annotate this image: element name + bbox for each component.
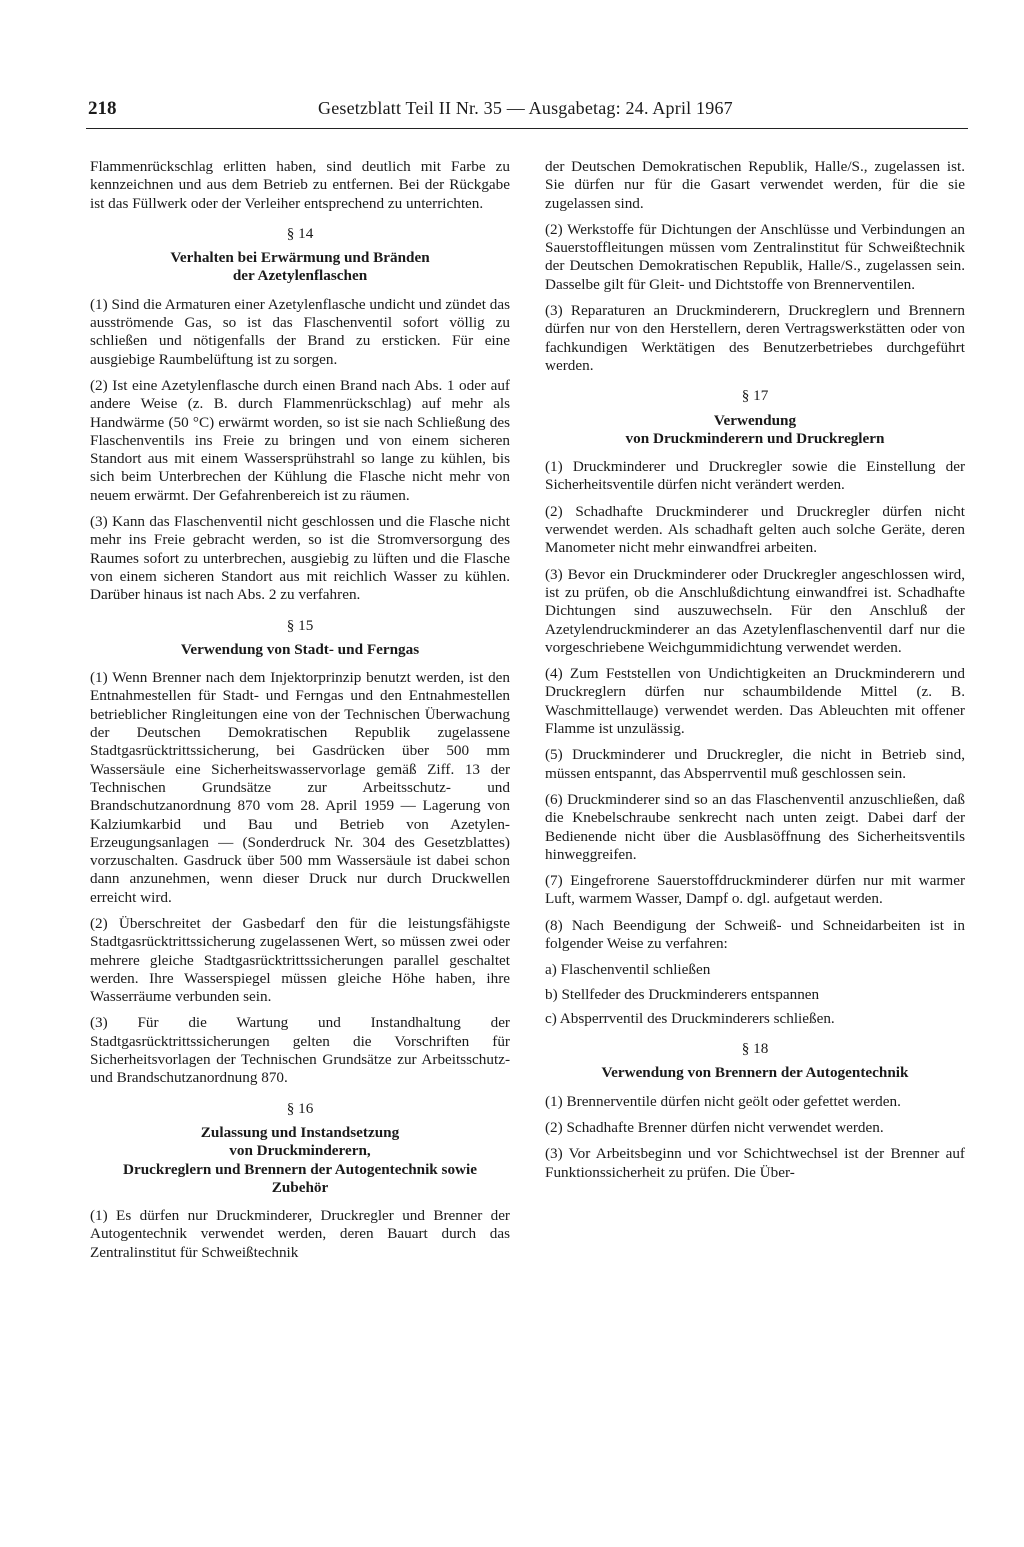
- section-number: § 18: [741, 1040, 769, 1058]
- heading-line: Zulassung und Instandsetzung: [200, 1123, 400, 1141]
- list-item: c) Absperrventil des Druckminderers schließen.: [545, 1009, 835, 1027]
- paragraph: (3) Für die Wartung und Instandhaltung der Stadtgasrücktrittssicherungen gelten die Vorschriften für Sicherheitsvorlagen der Technischen Grundsätze zur Arbeitsschutz- und Brandschutzanordnung 870.: [90, 1014, 510, 1087]
- section-number: § 16: [286, 1099, 314, 1117]
- paragraph: (6) Druckminderer sind so an das Flaschenventil anzuschließen, daß die Knebelschraube senkrecht nach unten zeigt. Dabei darf der Bedienende nicht über die Ausblasöffnung des Sicherheitsventils hinweggreifen.: [545, 790, 965, 863]
- page-header: [86, 98, 968, 129]
- section-heading: [545, 412, 965, 449]
- heading-line: Zubehör: [271, 1178, 329, 1196]
- paragraph: (1) Es dürfen nur Druckminderer, Druckregler und Brenner der Autogentechnik verwendet werden, deren Bauart durch das Zentralinstitut für Schweißtechnik: [90, 1207, 510, 1261]
- paragraph: (7) Eingefrorene Sauerstoffdruckminderer dürfen nur mit warmer Luft, warmem Wasser, Dampf o. dgl. aufgetaut werden.: [545, 872, 965, 908]
- heading-line: der Azetylenflaschen: [232, 267, 368, 285]
- paragraph: (3) Kann das Flaschenventil nicht geschlossen und die Flasche nicht mehr ins Freie gebracht werden, so ist die Stromversorgung des Raumes sofort zu unterbrechen, ausgiebig zu lüften und die Flasche von einem sicheren Standort aus mit reichlich Wasser zu kühlen. Darüber hinaus ist nach Abs. 2 zu verfahren.: [90, 513, 510, 604]
- section-number: § 14: [286, 224, 314, 242]
- paragraph: (8) Nach Beendigung der Schweiß- und Schneidarbeiten ist in folgender Weise zu verfahren:: [545, 916, 965, 952]
- heading-line: Verwendung von Stadt- und Ferngas: [180, 640, 420, 658]
- section-number: § 17: [741, 387, 769, 405]
- paragraph: (1) Druckminderer und Druckregler sowie die Einstellung der Sicherheitsventile dürfen nicht verändert werden.: [545, 458, 965, 494]
- section-heading: [90, 249, 510, 286]
- left-column: [90, 158, 510, 1270]
- list-item: b) Stellfeder des Druckminderers entspannen: [545, 985, 820, 1003]
- paragraph: (2) Schadhafte Brenner dürfen nicht verwendet werden.: [545, 1119, 884, 1137]
- list-item: a) Flaschenventil schließen: [545, 961, 711, 979]
- heading-line: von Druckminderern und Druckreglern: [625, 429, 885, 447]
- paragraph: (1) Wenn Brenner nach dem Injektorprinzip benutzt werden, ist den Entnahmestellen für Stadt- und Ferngas und den Entnahmestellen betrieblicher Ringleitungen eine von der Technischen Überwachung der Deutschen Demokratischen Republik zugelassene Stadtgasrücktrittssicherung, bei Gasdrücken über 500 mm Wassersäule eine Sicherheitswasservorlage gemäß Ziff. 13 der Technischen Grundsätze zur Arbeitsschutz- und Brandschutzanordnung 870 vom 28. April 1959 — Lagerung von Kalziumkarbid und Bau und Betrieb von Azetylen-Erzeugungsanlagen — (Sonderdruck Nr. 304 des Gesetzblattes) vorzuschalten. Gasdruck über 500 mm Wassersäule ist dabei schon dann anzunehmen, wenn dieser Druck nur durch Druckwellen erreicht wird.: [90, 669, 510, 906]
- paragraph: (2) Ist eine Azetylenflasche durch einen Brand nach Abs. 1 oder auf andere Weise (z. B. durch Flammenrückschlag) auf mehr als Handwärme (50 °C) erwärmt worden, so ist sie nach Schließung des Flaschenventils ins Freie zu bringen und von einem sicheren Standort aus mit einem Wassersprühstrahl so lange zu kühlen, bis sich beim Unterbrechen der Kühlung die Flasche nicht mehr von neuem erwärmt. Der Gefahrenbereich ist zu räumen.: [90, 376, 510, 504]
- heading-line: Verhalten bei Erwärmung und Bränden: [170, 249, 430, 267]
- paragraph: der Deutschen Demokratischen Republik, Halle/S., zugelassen ist. Sie dürfen nur für die Gasart verwendet werden, für die sie zugelassen sind.: [545, 158, 965, 212]
- paragraph: (2) Werkstoffe für Dichtungen der Anschlüsse und Verbindungen an Sauerstoffleitungen müssen vom Zentralinstitut für Schweißtechnik der Deutschen Demokratischen Republik, Halle/S., zugelassen sein. Dasselbe gilt für Gleit- und Dichtstoffe von Brennerventilen.: [545, 220, 965, 293]
- section-heading: [90, 641, 510, 659]
- paragraph: (2) Überschreitet der Gasbedarf den für die leistungsfähigste Stadtgasrücktrittssicherung zugelassenen Wert, so müssen zwei oder mehrere gleiche Stadtgasrücktrittssicherungen parallel geschaltet werden. Ihre Wasserspiegel müssen gleiche Höhe haben, ihre Wasserräume verbunden sein.: [90, 914, 510, 1006]
- heading-line: Druckreglern und Brennern der Autogentechnik sowie: [123, 1160, 477, 1178]
- heading-line: von Druckminderern,: [229, 1142, 371, 1160]
- section-heading: [545, 1064, 965, 1082]
- gazette-title: Gesetzblatt Teil II Nr. 35 — Ausgabetag: 24. April 1967: [318, 98, 733, 118]
- page-number: 218: [88, 98, 117, 119]
- paragraph: (3) Vor Arbeitsbeginn und vor Schichtwechsel ist der Brenner auf Funktionssicherheit zu prüfen. Die Über-: [545, 1145, 965, 1181]
- paragraph: Flammenrückschlag erlitten haben, sind deutlich mit Farbe zu kennzeichnen und aus dem Betrieb zu entfernen. Bei der Rückgabe ist das Füllwerk oder der Verleiher entsprechend zu unterrichten.: [90, 158, 510, 212]
- paragraph: (3) Bevor ein Druckminderer oder Druckregler angeschlossen wird, ist zu prüfen, ob die Anschlußdichtung einwandfrei ist. Schadhafte Dichtungen sind auszuwechseln. Für den Anschluß der Azetylendruckminderer an das Azetylenflaschenventil darf nur die vorgeschriebene Weichgummidichtung verwendet werden.: [545, 565, 965, 656]
- paragraph: (3) Reparaturen an Druckminderern, Druckreglern und Brennern dürfen nur von den Herstellern, deren Vertragswerkstätten oder von fachkundigen Werktätigen des Benutzerbetriebes durchgeführt werden.: [545, 302, 965, 374]
- section-number: § 15: [286, 616, 314, 634]
- paragraph: (4) Zum Feststellen von Undichtigkeiten an Druckminderern und Druckreglern dürfen nur schaumbildende Mittel (z. B. Waschmittellauge) verwendet werden. Das Ableuchten mit offener Flamme ist unzulässig.: [545, 665, 965, 738]
- paragraph: (1) Sind die Armaturen einer Azetylenflasche undicht und zündet das ausströmende Gas, so ist das Flaschenventil sofort völlig zu schließen und nötigenfalls der Brand zu ersticken. Für eine ausgiebige Raumbelüftung ist zu sorgen.: [90, 295, 510, 368]
- paragraph: (1) Brennerventile dürfen nicht geölt oder gefettet werden.: [545, 1092, 901, 1110]
- paragraph: (2) Schadhafte Druckminderer und Druckregler dürfen nicht verwendet werden. Als schadhaft gelten auch solche Geräte, deren Manometer nicht mehr einwandfrei arbeiten.: [545, 502, 965, 557]
- heading-line: Verwendung: [713, 411, 797, 429]
- right-column: [545, 158, 965, 1190]
- section-heading: [90, 1124, 510, 1197]
- paragraph: (5) Druckminderer und Druckregler, die nicht in Betrieb sind, müssen entspannt, das Absperrventil muß geschlossen sein.: [545, 746, 965, 782]
- heading-line: Verwendung von Brennern der Autogentechnik: [601, 1064, 909, 1082]
